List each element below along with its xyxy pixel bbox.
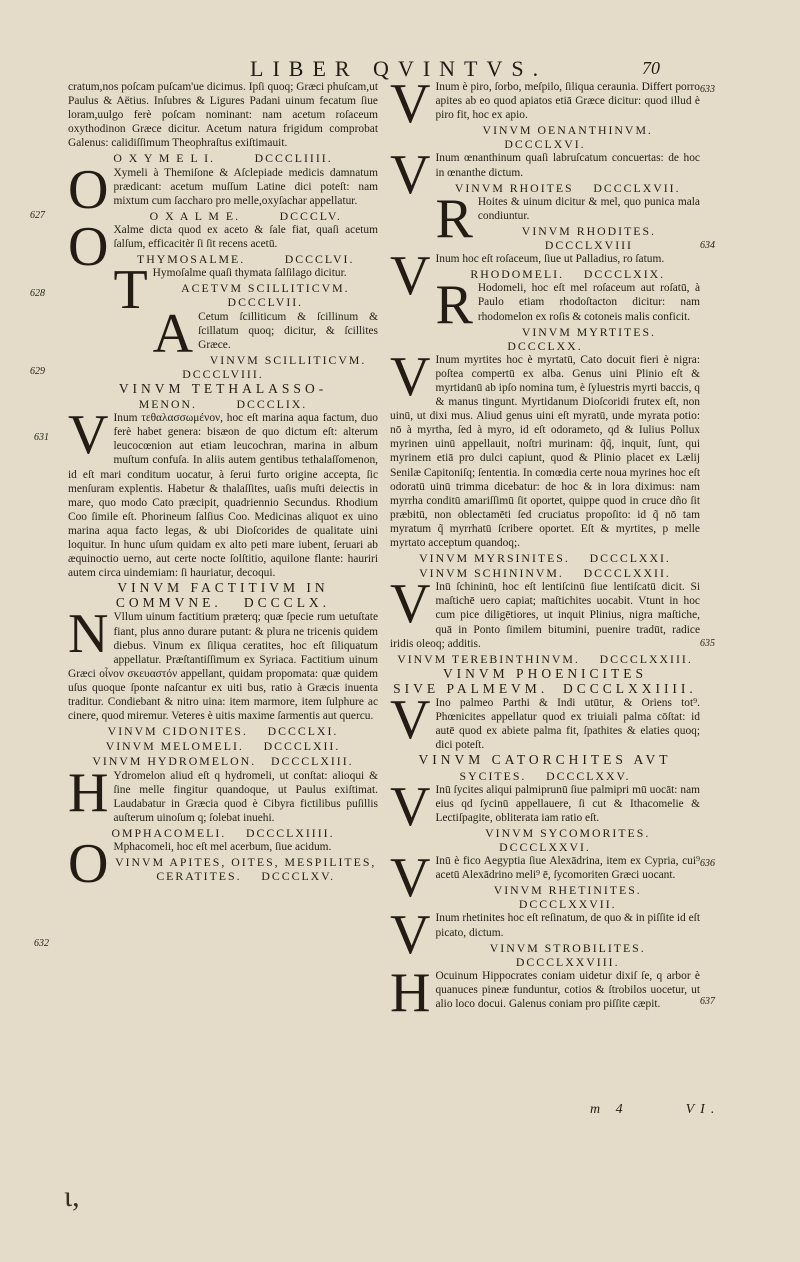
margin-note: 633 (700, 84, 715, 95)
margin-note: 632 (34, 938, 49, 949)
section-heading: VINVM HYDROMELON. DCCCLXIII. (92, 754, 354, 769)
paragraph-text: Inū è fico Aegyptia ſiue Alexādrina, item ex Cypria, cui⁹ acetū Alexādrino meli⁹ ē, ſycomoriten Græci uocant. (435, 855, 700, 882)
drop-cap: R (435, 274, 473, 337)
paragraph-text: Inum œnanthinum quaſi labruſcatum concuertas: de hoc in œnanthe dictum. (435, 152, 700, 179)
section-heading: VINVM RHOITES DCCCLXVII. (454, 180, 681, 195)
section-heading: VINVM RHODITES. DCCCLXVIII (521, 223, 671, 253)
paragraph-text: Hymoſalme quaſi thymata ſalſilago dicitur. (152, 267, 347, 280)
section-heading: RHODOMELI. DCCCLXIX. (470, 267, 666, 282)
section-heading: VINVM SCHININVM. DCCCLXXII. (419, 566, 671, 581)
paragraph (390, 689, 700, 752)
page-footer (590, 1102, 720, 1118)
section-heading: SYCITES. DCCCLXXV. (459, 768, 631, 783)
drop-cap: O (68, 158, 109, 221)
drop-cap: V (390, 245, 431, 308)
paragraph-text: Inum τεθαλασσωμένον, hoc eſt marina aqua factum, duo ferè habet genera: bisæon de quo dictum eſt: alterum leucocœnion aut etiam leucochran, marina in album muſtum confuſa. In aliis autem gentibus tethalaſſomenon, id eſt mari conditum uocatur, à ſerui furto origine accepta, ſic menſuram explentis. Habetur & thalaſſites, uaſis muſti deiectis in mare, quo modo Cato præcipit, quadriennio Secundus. Rhodium Coo ſimile eſt. Phorineum ſalſius Coo. Medicinas aliquot ex uino marina aqua facto legas, & ubi Dioſcorides de qualitate uini loquitur. In hunc uſum quidam ex alto peti mare iubent, ſeruari ab æquinoctio uerno, aut certe nocte ſolſtitio, aquilone flante: hauriri autem circa uindemiam: ſi hauriatur, decoqui. (68, 412, 378, 580)
drop-cap: H (68, 761, 109, 824)
drop-cap: V (390, 775, 431, 838)
paragraph-text: Inū ſycites aliqui palmiprunū ſiue palmipri mū uocāt: nam eius qd ſycinū appellauere, ſi cut & Ithacomelie & Lectiſpagite, obliterata iam ratio eſt. (435, 783, 700, 824)
section-heading: MENON. DCCCLIX. (138, 397, 308, 412)
paragraph-text: Cetum ſcilliticum & ſcillinum & ſcillatum quoq; dicitur, & ſcillites Græce. (198, 310, 378, 351)
paragraph-text: Hoites & uinum dicitur & mel, quo punica mala condiuntur. (477, 195, 700, 222)
paragraph-text: Inum è piro, ſorbo, meſpilo, ſiliqua ceraunia. Differt porro apites ab eo quod apiatos etiā Græce dicitur: quod illud è piro fit, hoc ex apio. (435, 81, 700, 122)
section-heading: OMPHACOMELI. DCCCLXIIII. (111, 825, 335, 840)
paragraph-text: Mphacomeli, hoc eſt mel acerbum, ſiue acidum. (113, 840, 332, 853)
drop-cap: V (390, 847, 431, 910)
drop-cap: O (68, 832, 109, 895)
section-heading: VINVM CATORCHITES AVT (418, 752, 672, 768)
drop-cap: H (390, 961, 431, 1024)
drop-cap: O (68, 215, 109, 278)
section-heading: VINVM FACTITIVM IN (117, 580, 329, 596)
paragraph-text: Inum hoc eſt roſaceum, ſiue ut Palladius, ro ſatum. (435, 253, 665, 266)
section-heading: VINVM TETHALASSO- (118, 380, 328, 396)
paragraph (390, 961, 700, 1024)
margin-note: 636 (700, 858, 715, 869)
margin-note: 627 (30, 210, 45, 221)
paragraph-text: Vllum uinum factitium præterq; quæ ſpecie rum uetuſtate fiant, plus anno durare putant: & plura ne tricenis quidem diebus. Vinum ex ſiliqua ceratites, hoc eſt ſiliquatum appellatur. Præſtantiſſimum ex Syriaca. Factitium uinum Græci οἶνον σκευαστόν appellant, quidam propomata: quæ quidem uſus quoque ſponte naſcantur ex uiti bus, ratio à Græcis inuenta traditur. Condiebant & nitro uina: item marmore, item ſulphure ac cinere, quod miremur. Veteres è uitis maxime ſarmentis aut quercu. (68, 611, 378, 723)
left-column (68, 80, 382, 895)
paragraph-text: Inum rhetinites hoc eſt reſinatum, de quo & in piſſite id eſt picato, dictum. (435, 912, 700, 939)
paragraph-text: Ydromelon aliud eſt q hydromeli, ut conſtat: alioqui & ſine melle fingitur quandoque, ut Paulus exiſtimat. Laudabatur in Græcia quod è Cibyra fictilibus puſillis auſterum uinoſum q; ſolebat inuehi. (113, 769, 378, 824)
drop-cap: A (152, 302, 194, 365)
paragraph-text: Ocuinum Hippocrates coniam uidetur dixiſ ſe, q arbor è quanuces pineæ funduntur, cotios & ſtrobilos uocetur, ut alio loco docui. Galenus coniam pro piſſite cæpit. (435, 969, 700, 1010)
section-heading: VINVM TEREBINTHINVM. DCCCLXXIII. (397, 651, 693, 666)
handwritten-mark: ɩ, (64, 1180, 80, 1213)
folio-number: 70 (642, 58, 660, 78)
section-heading: VINVM OENANTHINVM. DCCCLXVI. (482, 123, 673, 152)
drop-cap: V (390, 345, 431, 408)
paragraph-text: Xalme dicta quod ex aceto & ſale fiat, quaſi acetum ſalſum, efficacitèr ſi ſit recens acetū. (113, 223, 378, 251)
section-heading: SIVE PALMEVM. DCCCLXXIIII. (393, 680, 697, 696)
section-heading: VINVM SCILLITICVM. DCCCLVIII. (182, 352, 382, 381)
paragraph-text: Inum myrtites hoc è myrtatū, Cato docuit fieri è nigra: poſtea compertū ex alba. Genus uini Plinio eſt & myrtidanū ab ipſo nomina tum, è ſyluestris myrti baccis, q & manus tingunt. Myrtidanum Dioſcoridi frutex eſt, non uinū, ut dixi mus. Aliud genus uini eſt myratū, unde myrata potio: nō à myrtha, ſed à myro, id eſt odorameto, qd & Iulius Pollux myrinen uinū appellauit, noſtri murinam: q̃q̃, inquit, ſunt, qui myrinem etiā pro dulci capiunt, quod & Plinio placet ex Lælij Senilæ Capitoniſq; ſententia. In comœdia certe noua myrines hoc eſt odoratū uinū trimma dicebatur: de hoc & in lora diximus: nam myrrha conditū amariſſimū ſit oportet, quippe quod in cruce dño ſit præbitū, non oblectamēti ſed cruciatus propoſito: id q̃ nō tam myratum q̃ myrrhatū ſcribere oportet. Eſt & myrtites, p melle myrtato acceptum quandoq;. (390, 353, 700, 549)
section-heading: O X A L M E. DCCCLV. (149, 208, 342, 223)
running-title: LIBER QVINTVS. (250, 56, 548, 81)
section-heading: THYMOSALME. DCCCLVI. (137, 252, 355, 267)
paragraph-text: cratum,nos poſcam puſcam'ue dicimus. Ipſi quoq; Græci phuſcam,ut Paulus & Aëtius. Inſubres & Ligures Padani uinum fecatum ſiue loram,uulgo ferè poſcam nominant: nam acetum roſaceum oxythodinon Græce dicitur. Acetum natura frigidum comprobat Galenus: calidiſſimum Theophraſtus exiſtimauit. (68, 81, 378, 150)
signature-mark: m 4 (590, 1102, 629, 1117)
section-heading: VINVM STROBILITES. DCCCLXXVIII. (489, 940, 666, 969)
section-heading: VINVM CIDONITES. DCCCLXI. (107, 724, 339, 739)
section-heading: VINVM MYRTITES. DCCCLXX. (507, 324, 676, 353)
section-heading: COMMVNE. DCCCLX. (115, 595, 331, 611)
section-heading: VINVM MELOMELI. DCCCLXII. (105, 739, 341, 754)
margin-note: 635 (700, 638, 715, 649)
page-header (250, 56, 670, 82)
paragraph (68, 80, 378, 150)
right-column (390, 73, 700, 1024)
drop-cap: N (68, 603, 109, 666)
paragraph-text: Inū ſchininū, hoc eſt lentiſcinū ſiue lentiſcatū dicit. Si maſtichē uero capiat; maſtichites uocabit. Vtunt in hoc cum pice diligētiores, ut inquit Plinius, nigra maſtiche, quā in Ponto ſimilem bitumini, puenire tradūt, radice iridis oleoq; additis. (390, 581, 700, 650)
drop-cap: R (435, 187, 473, 250)
margin-note: 631 (34, 432, 49, 443)
catchword: VI. (685, 1102, 721, 1117)
section-heading: O X Y M E L I. DCCCLIIII. (113, 151, 333, 166)
section-heading: VINVM PHOENICITES (442, 665, 648, 681)
margin-note: 629 (30, 366, 45, 377)
section-heading: ACETVM SCILLITICVM. DCCCLVII. (181, 281, 365, 310)
paragraph-text: Xymeli à Themiſone & Aſclepiade medicis damnatum prædicant: acetum muſſum Latine dici poteſt: nam mixtum cum ſaccharo pro melle,oxyſachar appellatur. (113, 166, 378, 207)
margin-note: 634 (700, 240, 715, 251)
paragraph-text: Hodomeli, hoc eſt mel roſaceum aut roſatū, à Paulo etiam rhodoſtacton dicitur: nam rhodomelon ex roſis & cotoneis malis conficit. (477, 282, 700, 323)
margin-note: 637 (700, 996, 715, 1007)
paragraph-text: Ino palmeo Parthi & Indi utūtur, & Oriens tot⁹. Phœnicites appellatur quod ex triuiali palma cōſtat: id autē quod ex abiete palma fit, ſpathites & elaties quoq; dici poteſt. (435, 697, 700, 752)
margin-note: 628 (30, 288, 45, 299)
drop-cap: V (390, 904, 431, 967)
section-heading: VINVM APITES, OITES, MESPILITES, CERATITES. DCCCLXV. (115, 855, 382, 884)
section-heading: VINVM SYCOMORITES. DCCCLXXVI. (485, 825, 671, 854)
drop-cap: T (113, 259, 148, 322)
section-heading: VINVM RHETINITES. DCCCLXXVII. (493, 883, 662, 912)
drop-cap: V (390, 73, 431, 135)
paragraph (390, 73, 700, 135)
section-heading: VINVM MYRSINITES. DCCCLXXI. (419, 551, 671, 566)
drop-cap: V (390, 689, 431, 752)
drop-cap: V (390, 144, 431, 207)
paragraph (390, 345, 700, 550)
drop-cap: V (68, 404, 109, 467)
drop-cap: V (390, 573, 431, 636)
